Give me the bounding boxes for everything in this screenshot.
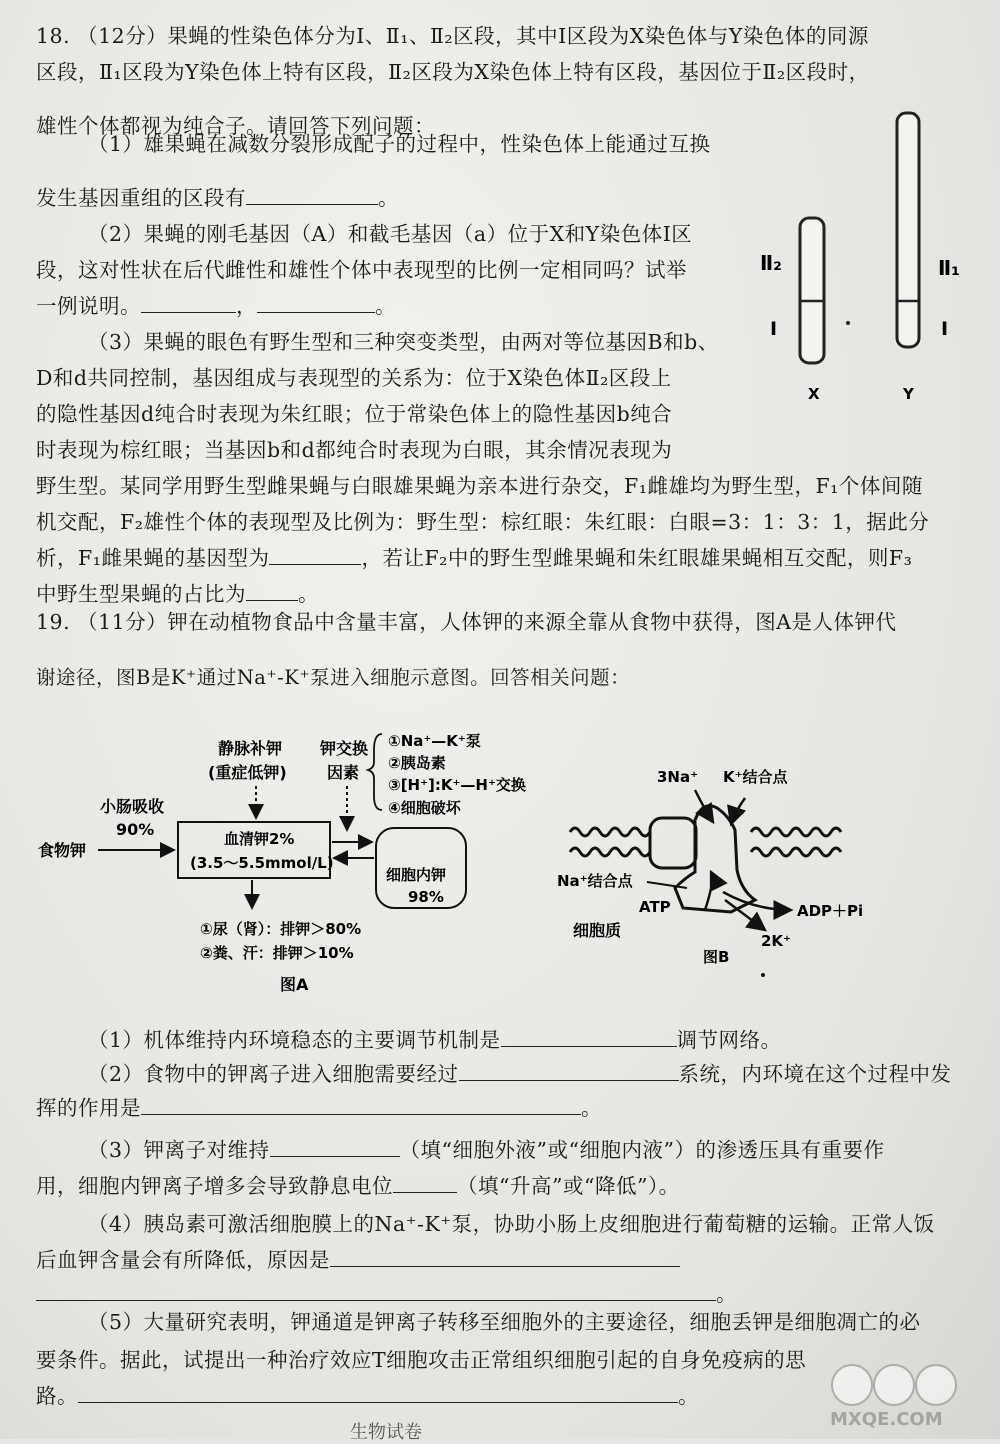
k-site-arrow — [731, 798, 745, 824]
q19-text: 调节网络。 — [676, 1028, 782, 1052]
q19-text: （填“细胞外液”或“细胞内液”）的渗透压具有重要作 — [399, 1138, 885, 1162]
y-chromosome — [897, 113, 919, 347]
q19-sub5-cont: 要条件。据此，试提出一种治疗效应T细胞攻击正常组织细胞引起的自身免疫病的思 — [36, 1348, 807, 1372]
intracellular-percent: 98% — [408, 888, 444, 906]
figure-a — [30, 720, 560, 1005]
label-ii1: Ⅱ₁ — [938, 256, 960, 280]
answer-blank[interactable] — [141, 292, 236, 313]
answer-blank[interactable] — [78, 1382, 678, 1403]
q18-line-6: （2）果蝇的刚毛基因（A）和截毛基因（a）位于X和Y染色体Ⅰ区 — [88, 222, 693, 246]
k2-label: 2K⁺ — [761, 932, 791, 950]
answer-blank[interactable] — [246, 580, 298, 601]
pump-subunit — [650, 818, 696, 868]
pump-protein — [675, 806, 755, 912]
q19-text: 用，细胞内钾离子增多会导致静息电位 — [36, 1174, 393, 1198]
q18-text: ， — [236, 294, 257, 318]
q18-line-5 — [36, 184, 399, 212]
q19-sub4-cont — [36, 1246, 680, 1274]
q19-text: 系统，内环境在这个过程中发 — [678, 1062, 952, 1086]
exchange-label: 钾交换 — [320, 739, 369, 758]
chromosome-figure — [750, 105, 980, 410]
q18-line-14: 机交配，F₂雄性个体的表现型及比例为：野生型：棕红眼：朱红眼：白眼=3：1：3：1，据此分 — [36, 510, 930, 534]
q18-text: 析，F₁雌果蝇的基因型为 — [36, 546, 270, 570]
k-site-label: K⁺结合点 — [723, 768, 788, 786]
food-label: 食物钾 — [38, 841, 87, 860]
excretion-feces: ②粪、汗：排钾＞10% — [200, 944, 354, 962]
factor-4: ④细胞破坏 — [388, 799, 461, 817]
q19-text: 。 — [581, 1096, 602, 1120]
q19-sub4-line — [36, 1280, 737, 1308]
q18-line-2: 区段，Ⅱ₁区段为Y染色体上特有区段，Ⅱ₂区段为X染色体上特有区段，基因位于Ⅱ₂区段时， — [36, 60, 870, 84]
answer-blank[interactable] — [269, 544, 361, 565]
factor-3: ③[H⁺]:K⁺—H⁺交换 — [388, 776, 526, 794]
q18-line-3: 雄性个体都视为纯合子。请回答下列问题： — [36, 114, 435, 138]
na-site-label: Na⁺结合点 — [557, 872, 633, 890]
page-footer: 生物试卷 — [350, 1422, 422, 1443]
brace — [368, 734, 382, 810]
answer-blank[interactable] — [141, 1094, 581, 1115]
q18-line-15 — [36, 544, 912, 572]
na3-label: 3Na⁺ — [657, 768, 699, 786]
q18-text: 发生基因重组的区段有 — [36, 186, 246, 210]
q18-line-16 — [36, 580, 319, 608]
figure-a-caption: 图A — [280, 975, 309, 994]
q19-sub2 — [88, 1060, 952, 1088]
membrane-right — [751, 828, 841, 856]
watermark-logo — [812, 1359, 982, 1429]
q19-sub5-end — [36, 1382, 699, 1410]
factor-1: ①Na⁺—K⁺泵 — [388, 732, 481, 750]
q18-line-7: 段，这对性状在后代雌性和雄性个体中表现型的比例一定相同吗？试举 — [36, 258, 687, 282]
q19-text: 。 — [716, 1282, 737, 1306]
dot — [846, 321, 850, 325]
label-i-right: Ⅰ — [941, 318, 949, 340]
q19-line-1: 19. （11分）钾在动植物食品中含量丰富，人体钾的来源全靠从食物中获得，图A是人体钾代 — [36, 610, 897, 634]
q18-text: 一例说明。 — [36, 294, 141, 318]
q18-text: 。 — [375, 294, 396, 318]
q19-text: 路。 — [36, 1384, 78, 1408]
figure-b — [555, 760, 875, 985]
label-y: Y — [903, 385, 914, 403]
q19-text: （1）机体维持内环境稳态的主要调节机制是 — [88, 1028, 501, 1052]
q18-line-8 — [36, 292, 396, 320]
q19-text: （3）钾离子对维持 — [88, 1138, 270, 1162]
membrane-left — [570, 828, 650, 856]
label-ii2: Ⅱ₂ — [760, 251, 782, 275]
q18-text: 。 — [378, 186, 399, 210]
q18-line-10: D和d共同控制，基因组成与表现型的关系为：位于X染色体Ⅱ₂区段上 — [36, 366, 672, 390]
q19-sub2-cont — [36, 1094, 602, 1122]
exchange-label-2: 因素 — [327, 763, 360, 782]
answer-blank[interactable] — [270, 1136, 400, 1157]
excretion-urine: ①尿（肾）：排钾＞80% — [200, 920, 362, 938]
q19-text: （填“升高”或“降低”）。 — [457, 1174, 680, 1198]
iv-potassium-note: (重症低钾) — [208, 763, 287, 782]
q19-sub1 — [88, 1026, 782, 1054]
answer-blank[interactable] — [36, 1280, 716, 1301]
answer-blank[interactable] — [459, 1060, 679, 1081]
x-chromosome — [800, 218, 824, 363]
q18-line-4: （1）雄果蝇在减数分裂形成配子的过程中，性染色体上能通过互换 — [88, 132, 711, 156]
dot — [761, 973, 765, 977]
figure-b-caption: 图B — [703, 948, 730, 966]
label-x: X — [808, 385, 820, 403]
q19-sub5: （5）大量研究表明，钾通道是钾离子转移至细胞外的主要途径，细胞丢钾是细胞凋亡的必 — [88, 1310, 921, 1334]
answer-blank[interactable] — [330, 1246, 680, 1267]
q19-text: （2）食物中的钾离子进入细胞需要经过 — [88, 1062, 459, 1086]
intracellular-label: 细胞内钾 — [386, 866, 447, 884]
q19-sub3-cont — [36, 1172, 680, 1200]
adp-label: ADP＋Pi — [797, 902, 864, 920]
q19-sub3 — [88, 1136, 884, 1164]
atp-label: ATP — [639, 898, 671, 916]
absorb-percent: 90% — [116, 820, 155, 839]
factor-2: ②胰岛素 — [388, 754, 446, 772]
atp-arrow — [705, 872, 712, 910]
q19-sub4: （4）胰岛素可激活细胞膜上的Na⁺-K⁺泵，协助小肠上皮细胞进行葡萄糖的运输。正常人饭 — [88, 1212, 935, 1236]
q18-text: 中野生型果蝇的占比为 — [36, 582, 246, 606]
q19-line-2: 谢途径，图B是K⁺通过Na⁺-K⁺泵进入细胞示意图。回答相关问题： — [36, 666, 631, 689]
q19-text: 。 — [678, 1384, 699, 1408]
serum-label: 血清钾2% — [224, 830, 295, 848]
iv-potassium-label: 静脉补钾 — [218, 739, 283, 758]
q19-text: 后血钾含量会有所降低，原因是 — [36, 1248, 330, 1272]
serum-range: (3.5～5.5mmol/L) — [190, 854, 334, 872]
answer-blank[interactable] — [393, 1172, 457, 1193]
cytoplasm-label: 细胞质 — [573, 921, 622, 940]
q19-text: 挥的作用是 — [36, 1096, 141, 1120]
absorb-label: 小肠吸收 — [100, 797, 165, 816]
q18-text: 。 — [298, 582, 319, 606]
q18-line-11: 的隐性基因d纯合时表现为朱红眼；位于常染色体上的隐性基因b纯合 — [36, 402, 673, 426]
answer-blank[interactable] — [246, 184, 378, 205]
label-i-left: Ⅰ — [770, 318, 778, 340]
q18-line-12: 时表现为棕红眼；当基因b和d都纯合时表现为白眼，其余情况表现为 — [36, 438, 673, 462]
q18-line-13: 野生型。某同学用野生型雌果蝇与白眼雄果蝇为亲本进行杂交，F₁雌雄均为野生型，F₁个体间随 — [36, 474, 923, 498]
q18-line-1: 18. （12分）果蝇的性染色体分为Ⅰ、Ⅱ₁、Ⅱ₂区段，其中Ⅰ区段为X染色体与Y染色体的同源 — [36, 24, 869, 48]
watermark-text: MXQE.COM — [830, 1409, 943, 1429]
q18-text: ，若让F₂中的野生型雌果蝇和朱红眼雄果蝇相互交配，则F₃ — [361, 546, 913, 570]
q18-line-9: （3）果蝇的眼色有野生型和三种突变类型，由两对等位基因B和b、 — [88, 330, 719, 354]
answer-blank[interactable] — [501, 1026, 677, 1047]
answer-blank[interactable] — [257, 292, 375, 313]
